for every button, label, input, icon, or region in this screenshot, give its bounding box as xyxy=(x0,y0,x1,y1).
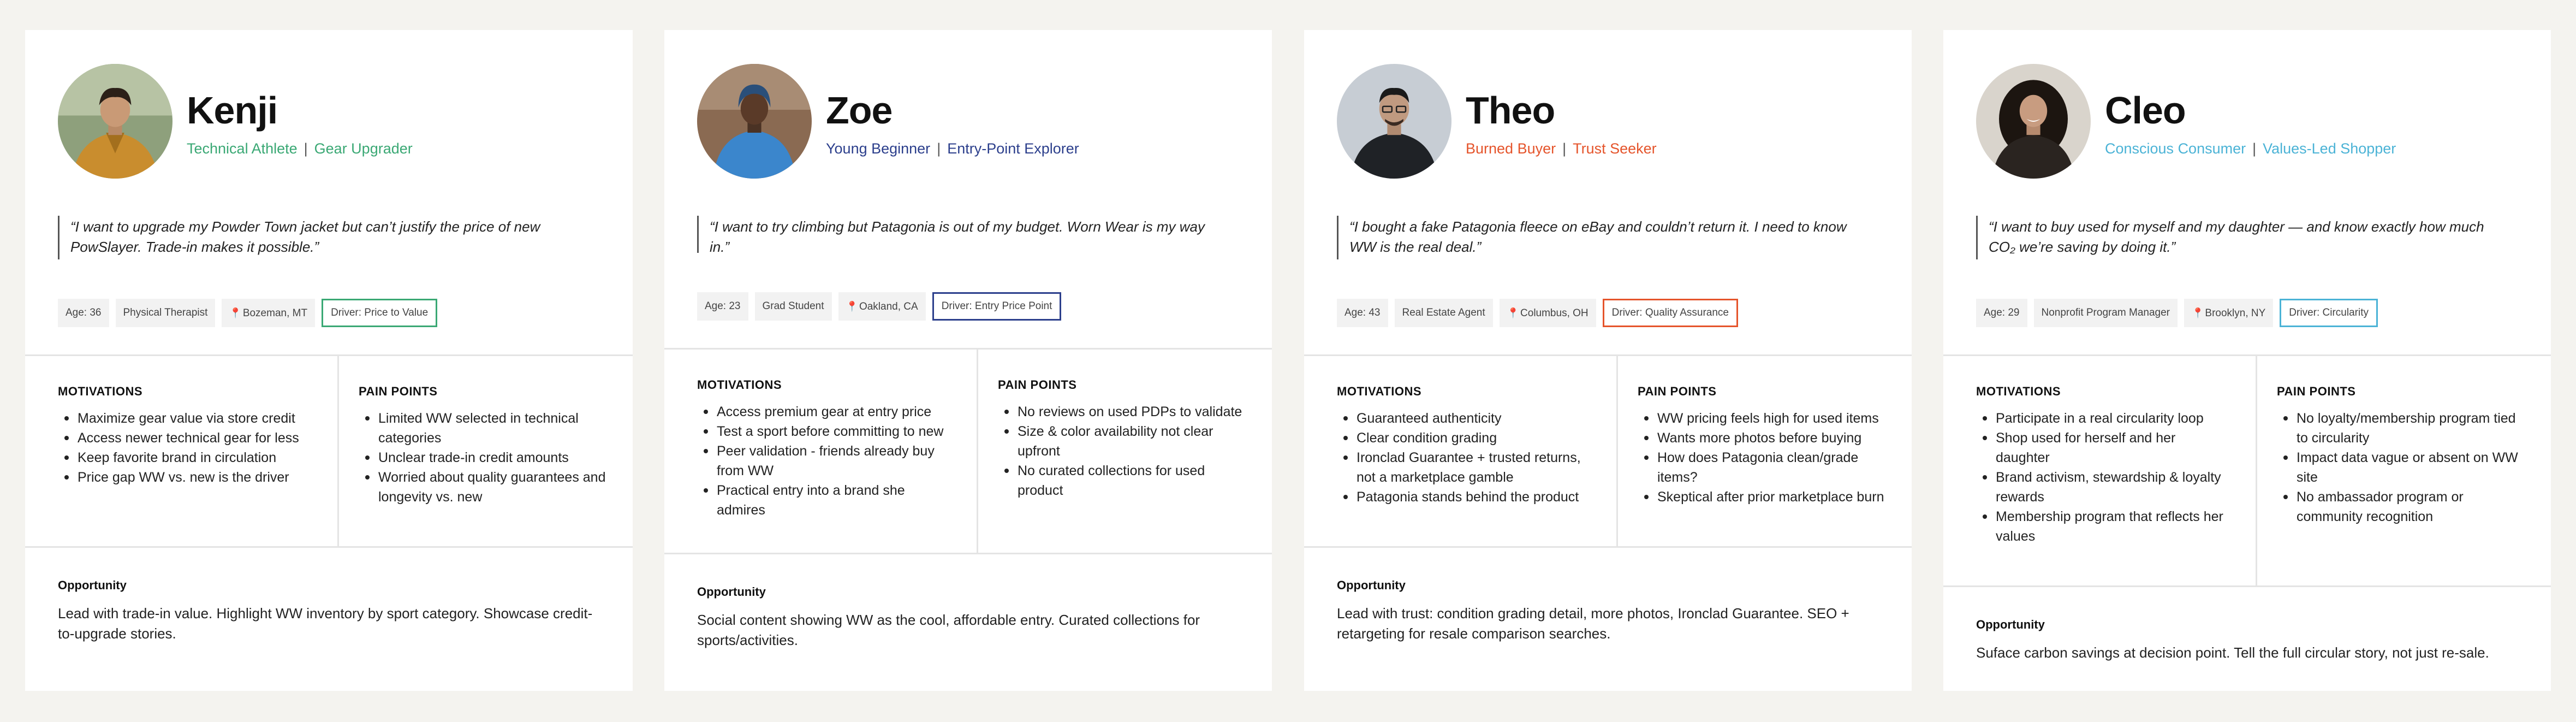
location-text: Brooklyn, NY xyxy=(2205,307,2266,319)
location-tag xyxy=(2184,299,2273,327)
motivations-list xyxy=(1976,409,2228,546)
opportunity-title: Opportunity xyxy=(697,585,766,599)
list-item: Participate in a real circularity loop xyxy=(1976,409,2228,428)
location-tag xyxy=(222,299,315,327)
role-separator: | xyxy=(937,140,941,157)
list-item: Shop used for herself and her daughter xyxy=(1976,428,2228,467)
persona-details xyxy=(1304,356,1912,548)
role-separator: | xyxy=(2252,140,2257,157)
motivations-list xyxy=(58,409,310,487)
pain-points-section xyxy=(977,350,1272,553)
occupation-tag: Grad Student xyxy=(755,292,832,321)
persona-header xyxy=(697,64,1239,179)
opportunity-text: Suface carbon savings at decision point. Tell the full circular story, not just re-sale. xyxy=(1976,644,2489,661)
role-secondary: Gear Upgrader xyxy=(314,140,413,157)
persona-card-kenji xyxy=(25,30,633,691)
persona-identity xyxy=(826,86,1079,157)
role-primary: Burned Buyer xyxy=(1466,140,1556,157)
persona-roles xyxy=(2105,140,2396,157)
persona-roles xyxy=(1466,140,1657,157)
role-primary: Conscious Consumer xyxy=(2105,140,2246,157)
list-item: Ironclad Guarantee + trusted returns, not a marketplace gamble xyxy=(1337,448,1589,487)
persona-summary xyxy=(1304,30,1912,356)
age-tag: Age: 36 xyxy=(58,299,109,327)
list-item: No loyalty/membership program tied to circularity xyxy=(2277,409,2529,448)
avatar xyxy=(58,64,172,179)
age-tag: Age: 29 xyxy=(1976,299,2027,327)
location-pin-icon: 📍 xyxy=(1507,307,1520,318)
role-secondary: Trust Seeker xyxy=(1573,140,1657,157)
persona-identity xyxy=(187,86,413,157)
role-separator: | xyxy=(1562,140,1567,157)
persona-quote: “I want to upgrade my Powder Town jacket but can’t justify the price of new PowSlayer. Trade-in makes it possible.” xyxy=(58,216,600,259)
list-item: Wants more photos before buying xyxy=(1638,428,1890,448)
opportunity-section xyxy=(1943,587,2551,694)
persona-quote: “I want to buy used for myself and my daughter — and know exactly how much CO₂ we’re saving by doing it.” xyxy=(1976,216,2518,259)
list-item: Worried about quality guarantees and longevity vs. new xyxy=(359,467,611,507)
pain-points-title: PAIN POINTS xyxy=(998,378,1077,392)
opportunity-section xyxy=(664,554,1272,681)
list-item: Practical entry into a brand she admires xyxy=(697,481,949,520)
motivations-title: MOTIVATIONS xyxy=(697,378,782,392)
occupation-tag: Physical Therapist xyxy=(116,299,216,327)
pain-points-section xyxy=(1616,356,1912,546)
role-secondary: Entry-Point Explorer xyxy=(947,140,1079,157)
motivations-list xyxy=(1337,409,1589,507)
list-item: Size & color availability not clear upfront xyxy=(998,422,1250,461)
driver-tag: Driver: Price to Value xyxy=(322,299,437,327)
motivations-list xyxy=(697,402,949,520)
avatar xyxy=(1337,64,1451,179)
location-pin-icon: 📍 xyxy=(229,307,242,318)
location-pin-icon: 📍 xyxy=(846,301,858,312)
pain-points-list xyxy=(2277,409,2529,526)
opportunity-text: Lead with trust: condition grading detail, more photos, Ironclad Guarantee. SEO + retargeting for resale comparison searches. xyxy=(1337,605,1849,642)
list-item: No curated collections for used product xyxy=(998,461,1250,500)
persona-tags xyxy=(1337,299,1879,327)
list-item: Keep favorite brand in circulation xyxy=(58,448,310,467)
list-item: No reviews on used PDPs to validate xyxy=(998,402,1250,422)
persona-summary xyxy=(1943,30,2551,356)
persona-roles xyxy=(187,140,413,157)
persona-name: Kenji xyxy=(187,88,278,132)
opportunity-title: Opportunity xyxy=(1976,618,2045,631)
persona-details xyxy=(1943,356,2551,587)
persona-card-zoe xyxy=(664,30,1272,691)
list-item: Guaranteed authenticity xyxy=(1337,409,1589,428)
persona-card-theo xyxy=(1304,30,1912,691)
persona-tags xyxy=(58,299,600,327)
location-tag xyxy=(1500,299,1596,327)
opportunity-text: Lead with trade-in value. Highlight WW inventory by sport category. Showcase credit-to-upgrade stories. xyxy=(58,605,593,642)
pain-points-title: PAIN POINTS xyxy=(359,384,438,398)
occupation-tag: Nonprofit Program Manager xyxy=(2034,299,2178,327)
list-item: Test a sport before committing to new xyxy=(697,422,949,441)
role-secondary: Values-Led Shopper xyxy=(2263,140,2396,157)
persona-name: Cleo xyxy=(2105,88,2186,132)
motivations-section xyxy=(25,356,337,546)
persona-tags xyxy=(1976,299,2518,327)
list-item: WW pricing feels high for used items xyxy=(1638,409,1890,428)
pain-points-list xyxy=(1638,409,1890,507)
persona-details xyxy=(664,350,1272,554)
role-separator: | xyxy=(304,140,308,157)
opportunity-section xyxy=(1304,548,1912,674)
pain-points-title: PAIN POINTS xyxy=(2277,384,2356,398)
persona-summary xyxy=(25,30,633,356)
occupation-tag: Real Estate Agent xyxy=(1395,299,1493,327)
persona-name: Zoe xyxy=(826,88,893,132)
list-item: Unclear trade-in credit amounts xyxy=(359,448,611,467)
persona-card-cleo xyxy=(1943,30,2551,691)
persona-roles xyxy=(826,140,1079,157)
persona-header xyxy=(1976,64,2518,179)
list-item: Brand activism, stewardship & loyalty rewards xyxy=(1976,467,2228,507)
motivations-title: MOTIVATIONS xyxy=(1337,384,1422,398)
persona-identity xyxy=(1466,86,1657,157)
persona-summary xyxy=(664,30,1272,350)
location-text: Bozeman, MT xyxy=(242,307,308,319)
persona-header xyxy=(1337,64,1879,179)
driver-tag: Driver: Quality Assurance xyxy=(1603,299,1738,327)
opportunity-title: Opportunity xyxy=(1337,578,1406,592)
opportunity-section xyxy=(25,548,633,674)
location-text: Columbus, OH xyxy=(1520,307,1589,319)
list-item: Impact data vague or absent on WW site xyxy=(2277,448,2529,487)
list-item: Access premium gear at entry price xyxy=(697,402,949,422)
list-item: Patagonia stands behind the product xyxy=(1337,487,1589,507)
persona-quote: “I want to try climbing but Patagonia is out of my budget. Worn Wear is my way in.” xyxy=(697,216,1239,253)
age-tag: Age: 23 xyxy=(697,292,748,321)
list-item: How does Patagonia clean/grade items? xyxy=(1638,448,1890,487)
list-item: Access newer technical gear for less xyxy=(58,428,310,448)
list-item: Limited WW selected in technical categories xyxy=(359,409,611,448)
list-item: Price gap WW vs. new is the driver xyxy=(58,467,310,487)
avatar xyxy=(697,64,812,179)
pain-points-section xyxy=(2256,356,2551,585)
driver-tag: Driver: Circularity xyxy=(2280,299,2378,327)
persona-name: Theo xyxy=(1466,88,1555,132)
persona-header xyxy=(58,64,600,179)
list-item: Skeptical after prior marketplace burn xyxy=(1638,487,1890,507)
motivations-section xyxy=(1943,356,2256,585)
location-text: Oakland, CA xyxy=(859,301,918,312)
pain-points-title: PAIN POINTS xyxy=(1638,384,1717,398)
list-item: No ambassador program or community recognition xyxy=(2277,487,2529,526)
list-item: Membership program that reflects her values xyxy=(1976,507,2228,546)
list-item: Peer validation - friends already buy from WW xyxy=(697,441,949,481)
persona-details xyxy=(25,356,633,548)
opportunity-title: Opportunity xyxy=(58,578,127,592)
role-primary: Technical Athlete xyxy=(187,140,298,157)
pain-points-list xyxy=(998,402,1250,500)
persona-identity xyxy=(2105,86,2396,157)
persona-tags xyxy=(697,292,1239,321)
motivations-section xyxy=(1304,356,1616,546)
list-item: Maximize gear value via store credit xyxy=(58,409,310,428)
age-tag: Age: 43 xyxy=(1337,299,1388,327)
location-pin-icon: 📍 xyxy=(2192,307,2204,318)
opportunity-text: Social content showing WW as the cool, affordable entry. Curated collections for sports/activities. xyxy=(697,612,1200,648)
list-item: Clear condition grading xyxy=(1337,428,1589,448)
driver-tag: Driver: Entry Price Point xyxy=(932,292,1062,321)
role-primary: Young Beginner xyxy=(826,140,931,157)
avatar xyxy=(1976,64,2091,179)
motivations-title: MOTIVATIONS xyxy=(58,384,143,398)
motivations-title: MOTIVATIONS xyxy=(1976,384,2061,398)
pain-points-list xyxy=(359,409,611,507)
pain-points-section xyxy=(337,356,633,546)
persona-quote: “I bought a fake Patagonia fleece on eBay and couldn’t return it. I need to know WW is the real deal.” xyxy=(1337,216,1879,259)
motivations-section xyxy=(664,350,977,553)
location-tag xyxy=(838,292,926,321)
